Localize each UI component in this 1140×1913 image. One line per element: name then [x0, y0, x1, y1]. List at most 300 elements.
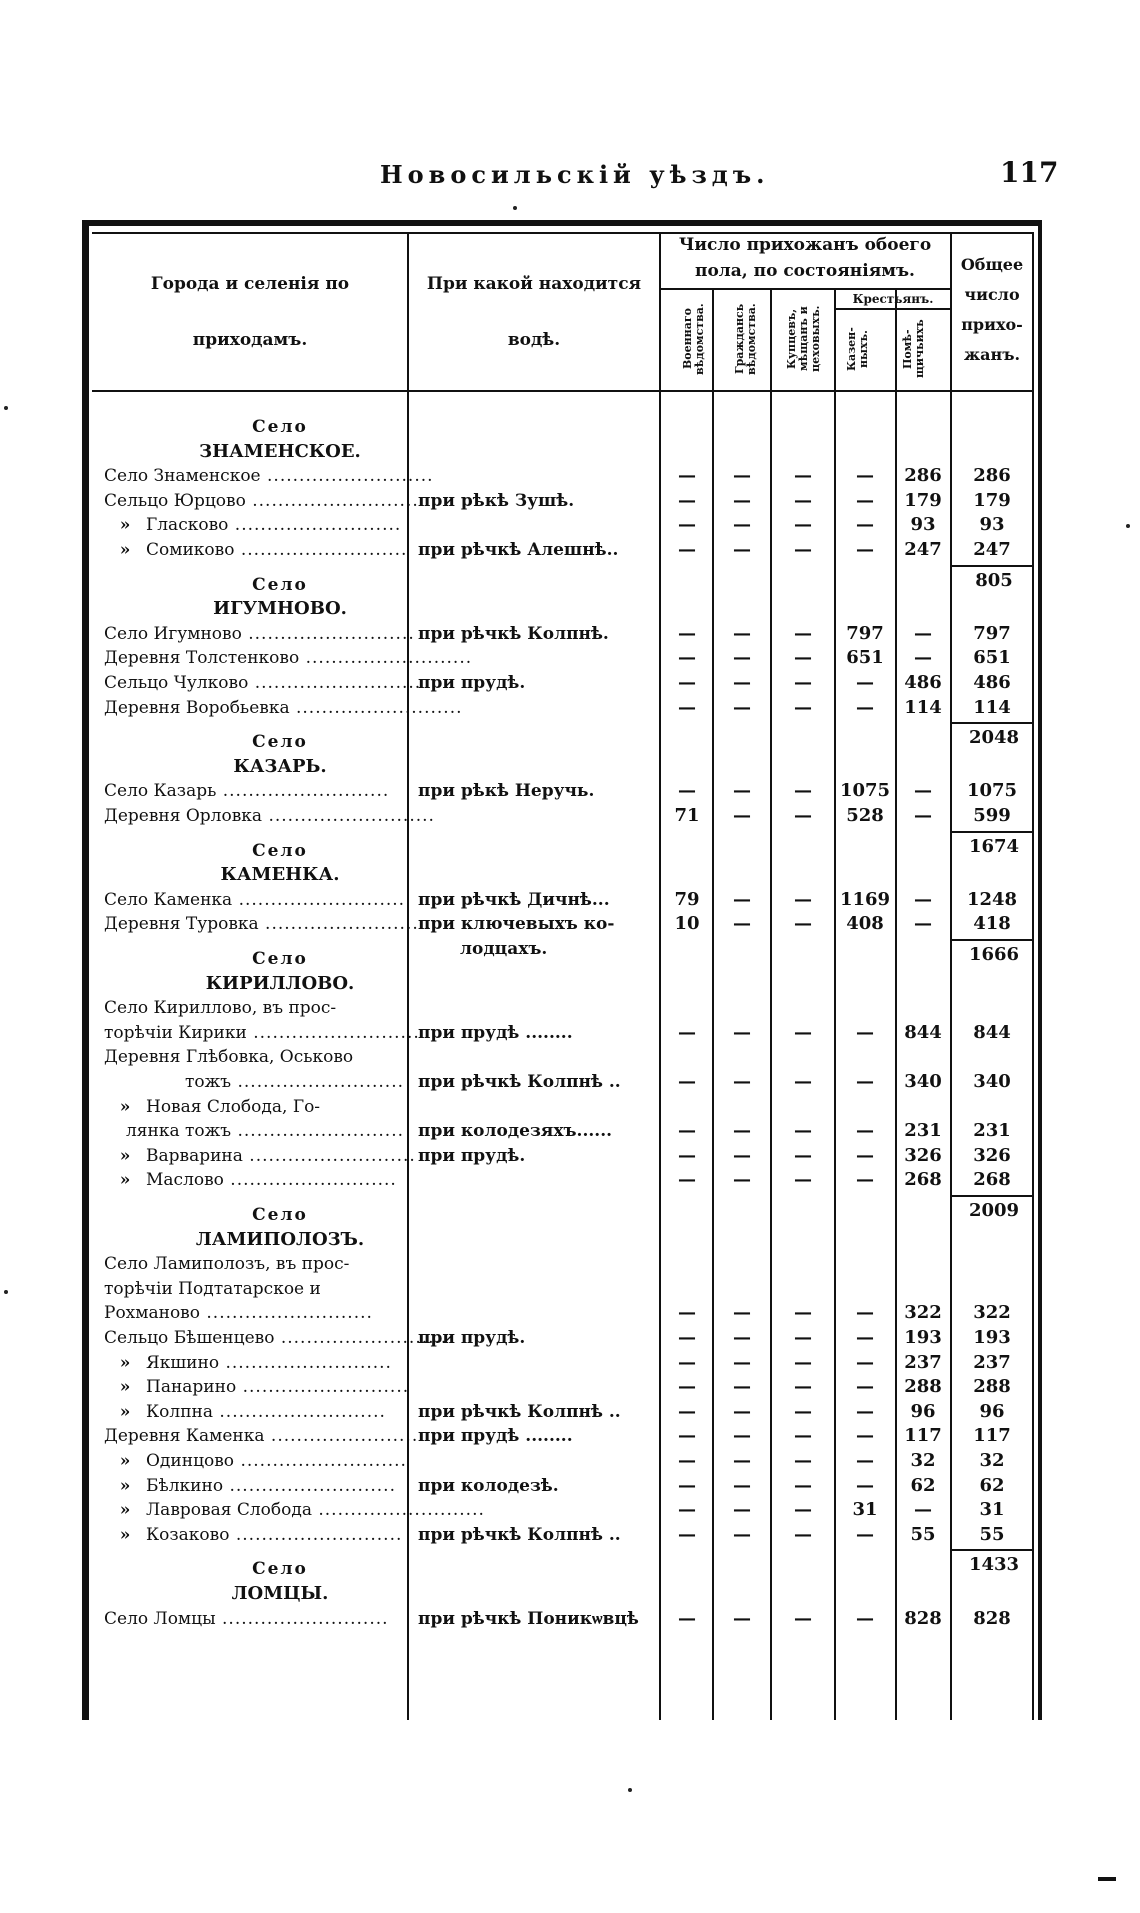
cell-civ: —	[733, 1450, 751, 1471]
cell-mil: —	[678, 1376, 696, 1398]
cell-lo: 268	[904, 1169, 942, 1191]
cell-mer: —	[794, 514, 812, 536]
water-source: при рѣчкѣ Колпнѣ.	[418, 623, 609, 644]
place-name-text: Козаково	[146, 1524, 230, 1545]
cell-st: 408	[846, 913, 884, 935]
cell-mer: —	[794, 1302, 812, 1324]
cell-st: —	[856, 1120, 874, 1142]
cell-mil: 71	[674, 805, 700, 826]
cell-tot: 286	[973, 465, 1011, 487]
cell-mer: —	[794, 696, 812, 718]
cell-civ: —	[733, 1400, 751, 1422]
cell-mil: —	[678, 1169, 696, 1191]
water-source: при рѣчкѣ Алешнѣ..	[418, 540, 619, 560]
cell-tot: 237	[973, 1351, 1011, 1373]
cell-st: —	[856, 1021, 874, 1043]
cell-mer: —	[794, 1607, 812, 1629]
cell-st: —	[856, 1351, 874, 1373]
cell-mil: —	[678, 1499, 696, 1521]
ditto-mark: »	[119, 1475, 131, 1496]
place-name	[104, 1474, 404, 1498]
cell-st: —	[856, 1169, 874, 1191]
section-label: Село	[252, 574, 308, 595]
leader-dots: ..........................	[216, 781, 390, 802]
leader-dots: ..........................	[223, 1170, 397, 1191]
cell-mil: —	[678, 489, 696, 511]
place-name	[104, 912, 432, 936]
col-divider	[1032, 232, 1034, 1720]
cell-mil: —	[678, 780, 696, 802]
cell-mil: —	[678, 1021, 696, 1043]
cell-tot: 268	[973, 1169, 1011, 1191]
leader-dots: ..........................	[234, 540, 408, 560]
water-source: при рѣчкѣ Дичнѣ...	[418, 889, 610, 910]
cell-civ: —	[733, 913, 751, 935]
place-name	[104, 489, 419, 513]
cell-mil: —	[678, 1523, 696, 1545]
cell-civ: —	[733, 1021, 751, 1043]
leader-dots: ..........................	[215, 1608, 389, 1629]
ditto-mark: »	[119, 1096, 131, 1117]
leader-dots: ..........................	[213, 1401, 386, 1422]
leader-dots: ..........................	[219, 1352, 392, 1373]
cell-civ: —	[733, 1351, 751, 1373]
cell-civ: —	[733, 1302, 751, 1324]
leader-dots: ..........................	[311, 1500, 485, 1521]
cell-st: —	[856, 1071, 874, 1092]
cell-lo: —	[914, 888, 932, 910]
cell-civ: —	[733, 1169, 751, 1191]
cell-tot: 322	[973, 1302, 1011, 1324]
place-name-text: торѣчіи Кирики	[104, 1022, 247, 1043]
place-name	[104, 1498, 485, 1522]
section-title: ЛОМЦЫ.	[231, 1583, 329, 1604]
cell-civ: —	[733, 1120, 751, 1142]
ditto-mark: »	[119, 1170, 131, 1191]
place-name-text: Деревня Орловка	[104, 806, 263, 826]
cell-tot: 486	[973, 672, 1011, 693]
cell-mer: —	[794, 1120, 812, 1142]
leader-dots: ..........................	[274, 1328, 448, 1348]
leader-dots: ..........................	[228, 515, 402, 536]
cell-mer: —	[794, 913, 812, 935]
cell-civ: —	[733, 1144, 751, 1166]
cell-tot: 231	[973, 1120, 1011, 1142]
cell-mer: —	[794, 672, 812, 693]
cell-st: —	[856, 1302, 874, 1324]
cell-lo: 193	[904, 1327, 942, 1348]
place-name	[104, 622, 415, 646]
cell-mer: —	[794, 1450, 812, 1471]
cell-tot: 1075	[966, 780, 1018, 802]
cell-mer: —	[794, 1021, 812, 1043]
cell-mil: —	[678, 672, 696, 693]
cell-civ: —	[733, 514, 751, 536]
place-name-text: тожъ	[184, 1072, 232, 1092]
cell-civ: —	[733, 696, 751, 718]
leader-dots: ..........................	[229, 1524, 403, 1545]
cell-mer: —	[794, 647, 812, 669]
cell-tot: 32	[979, 1450, 1005, 1471]
place-name	[104, 538, 408, 562]
place-name	[104, 804, 435, 828]
place-name-text: Село Знаменское	[104, 466, 261, 487]
water-source-cont: лодцахъ.	[460, 939, 548, 959]
subtotal-rule	[952, 1549, 1032, 1551]
cell-lo: —	[914, 1499, 932, 1521]
place-name	[104, 1449, 407, 1473]
water-source: при рѣчкѣ Колпнѣ ..	[418, 1401, 621, 1422]
place-name-text: Село Игумново	[104, 623, 242, 644]
cell-st: —	[856, 696, 874, 718]
place-name	[104, 996, 404, 1020]
subtotal-rule	[952, 939, 1032, 941]
section-label: Село	[252, 1205, 308, 1225]
subtotal-rule	[952, 1195, 1032, 1197]
cell-st: —	[856, 1376, 874, 1398]
place-name	[104, 779, 404, 803]
place-name-text: Село Казарь	[104, 781, 217, 802]
leader-dots: ..........................	[248, 673, 422, 693]
cell-lo: 93	[910, 514, 936, 536]
place-name-text: торѣчіи Подтатарское и	[104, 1278, 321, 1299]
cell-st: 1169	[839, 888, 891, 910]
place-name-text: Сельцо Юрцово	[104, 490, 246, 511]
leader-dots: ..........................	[260, 466, 434, 487]
cell-tot: 418	[973, 913, 1011, 935]
cell-tot: 62	[979, 1474, 1005, 1496]
cell-tot: 340	[973, 1071, 1011, 1092]
cell-mil: —	[678, 622, 696, 644]
cell-tot: 31	[979, 1499, 1005, 1521]
ditto-mark: »	[119, 515, 131, 536]
place-name-text: Деревня Туровка	[104, 914, 259, 935]
place-name	[104, 696, 463, 720]
cell-lo: —	[914, 622, 932, 644]
place-name	[104, 1045, 404, 1069]
place-name	[104, 1375, 410, 1399]
place-name	[104, 1021, 420, 1045]
header-bottom-rule	[92, 390, 1032, 392]
place-name-text: Маслово	[146, 1170, 224, 1191]
place-name	[104, 1119, 404, 1143]
place-name-text: Сельцо Бѣшенцево	[104, 1328, 275, 1348]
cell-lo: —	[914, 780, 932, 802]
water-source: при прудѣ.	[418, 673, 526, 693]
peasants-header-rule	[834, 308, 950, 310]
cell-lo: 326	[904, 1144, 942, 1166]
cell-civ: —	[733, 465, 751, 487]
cell-lo: 828	[904, 1607, 942, 1629]
cell-st: —	[856, 514, 874, 536]
place-name	[104, 1424, 438, 1448]
cell-civ: —	[733, 888, 751, 910]
cell-mil: —	[678, 696, 696, 718]
col-header-group: Число прихожанъ обоего пола, по состояніямъ.	[678, 235, 932, 281]
ditto-mark: »	[119, 1145, 131, 1166]
cell-lo: 231	[904, 1120, 942, 1142]
cell-st: —	[856, 1607, 874, 1629]
cell-lo: 486	[904, 672, 942, 693]
place-name-text: Якшино	[146, 1352, 220, 1373]
print-speck	[513, 206, 517, 210]
leader-dots: ..........................	[231, 1121, 404, 1142]
cell-lo: —	[914, 647, 932, 669]
section-title: КАЗАРЬ.	[233, 755, 327, 777]
cell-civ: —	[733, 1071, 751, 1092]
place-name-text: Бѣлкино	[146, 1475, 224, 1496]
cell-tot: 651	[973, 647, 1011, 669]
cell-mer: —	[794, 1474, 812, 1496]
cell-mil: —	[678, 465, 696, 487]
place-name-text: Новая Слобода, Го-	[146, 1096, 321, 1117]
print-speck	[4, 406, 8, 410]
place-name-text: Колпна	[146, 1401, 213, 1422]
place-name-text: Село Ламиполозъ, въ прос-	[104, 1254, 350, 1275]
place-name-text: Деревня Воробьевка	[104, 697, 290, 718]
print-mark	[1098, 1877, 1116, 1881]
place-name-text: Варварина	[146, 1145, 243, 1166]
cell-mer: —	[794, 1400, 812, 1422]
place-name-text: Село Ломцы	[104, 1608, 216, 1629]
water-source: при рѣчкѣ Колпнѣ ..	[418, 1072, 621, 1092]
cell-st: —	[856, 1425, 874, 1447]
place-name-text: Сомиково	[146, 540, 235, 560]
cell-lo: 844	[904, 1021, 942, 1043]
cell-lo: —	[914, 805, 932, 826]
place-name	[104, 1168, 404, 1192]
place-name-text: лянка тожъ	[125, 1121, 232, 1142]
print-speck	[4, 1290, 8, 1294]
cell-tot: 828	[973, 1607, 1011, 1629]
cell-mer: —	[794, 1071, 812, 1092]
ditto-mark: »	[119, 1524, 131, 1545]
cell-mer: —	[794, 489, 812, 511]
leader-dots: ..........................	[241, 623, 415, 644]
place-name-text: Рохманово	[104, 1303, 200, 1324]
cell-mer: —	[794, 1169, 812, 1191]
cell-civ: —	[733, 1425, 751, 1447]
place-name	[104, 646, 473, 670]
leader-dots: ..........................	[258, 914, 432, 935]
cell-mil: —	[678, 1327, 696, 1348]
cell-civ: —	[733, 1607, 751, 1629]
col-header-civil: Граждансь вѣдомства.	[733, 303, 758, 375]
cell-mer: —	[794, 780, 812, 802]
col-header-place: Города и селенія по приходамъ.	[150, 274, 350, 350]
cell-tot: 93	[979, 514, 1005, 536]
cell-st: —	[856, 1523, 874, 1545]
cell-st: 31	[852, 1499, 878, 1521]
place-name-text: Деревня Каменка	[104, 1426, 265, 1447]
cell-st: 528	[846, 805, 884, 826]
cell-mer: —	[794, 1425, 812, 1447]
place-name	[104, 1144, 416, 1168]
cell-tot: 1248	[966, 888, 1018, 910]
cell-civ: —	[733, 1376, 751, 1398]
cell-civ: —	[733, 647, 751, 669]
ditto-mark: »	[119, 1500, 131, 1521]
place-name	[104, 1301, 404, 1325]
cell-tot: 326	[973, 1144, 1011, 1166]
water-source: при колодезяхъ......	[418, 1121, 613, 1142]
section-label: Село	[252, 949, 308, 969]
cell-tot: 114	[973, 696, 1011, 718]
cell-civ: —	[733, 1523, 751, 1545]
place-name	[104, 1095, 404, 1119]
cell-mil: —	[678, 1120, 696, 1142]
place-name	[104, 1523, 404, 1547]
cell-tot: 55	[979, 1523, 1005, 1545]
section-label: Село	[252, 1559, 308, 1580]
cell-st: —	[856, 489, 874, 511]
leader-dots: ..........................	[245, 490, 419, 511]
cell-mil: —	[678, 647, 696, 669]
col-header-water: При какой находится водѣ.	[426, 274, 642, 350]
cell-st: 1075	[839, 780, 891, 802]
cell-mil: 79	[674, 888, 700, 910]
cell-tot: 599	[973, 805, 1011, 826]
cell-mil: 10	[674, 913, 700, 935]
place-name-text: Сельцо Чулково	[104, 673, 249, 693]
subtotal-rule	[952, 722, 1032, 724]
cell-tot: 797	[973, 622, 1011, 644]
cell-civ: —	[733, 489, 751, 511]
cell-lo: 96	[910, 1400, 936, 1422]
leader-dots: ..........................	[246, 1022, 420, 1043]
ditto-mark: »	[119, 1451, 131, 1471]
cell-mil: —	[678, 1302, 696, 1324]
cell-st: —	[856, 1474, 874, 1496]
cell-mil: —	[678, 1425, 696, 1447]
place-name	[104, 1326, 448, 1350]
col-header-state: Казен-ныхъ.	[845, 327, 870, 371]
cell-mil: —	[678, 1351, 696, 1373]
leader-dots: ..........................	[200, 1303, 373, 1324]
place-name	[104, 1277, 404, 1301]
leader-dots: ..........................	[223, 1475, 396, 1496]
cell-tot: 96	[979, 1400, 1005, 1422]
cell-mil: —	[678, 1474, 696, 1496]
section-title: ИГУМНОВО.	[213, 598, 347, 620]
water-source: при прудѣ.	[418, 1145, 526, 1166]
water-source: при колодезѣ.	[418, 1475, 559, 1496]
cell-civ: —	[733, 622, 751, 644]
subtotal-rule	[952, 831, 1032, 833]
place-name-text: Одинцово	[146, 1451, 235, 1471]
water-source: при прудѣ ........	[418, 1426, 573, 1447]
place-name	[104, 464, 434, 488]
section-label: Село	[252, 732, 308, 753]
leader-dots: ..........................	[242, 1145, 416, 1166]
cell-tot: 179	[973, 489, 1011, 511]
page-header-title: Новосильскій уѣздъ.	[380, 160, 770, 189]
cell-tot: 247	[973, 539, 1011, 560]
cell-mer: —	[794, 1376, 812, 1398]
leader-dots: ..........................	[299, 648, 473, 669]
cell-mil: —	[678, 1607, 696, 1629]
cell-st: —	[856, 465, 874, 487]
place-name-text: Деревня Толстенково	[104, 648, 300, 669]
cell-mer: —	[794, 1499, 812, 1521]
water-source: при прудѣ ........	[418, 1022, 573, 1043]
cell-tot: 844	[973, 1021, 1011, 1043]
cell-mer: —	[794, 622, 812, 644]
cell-lo: 237	[904, 1351, 942, 1373]
section-subtotal: 805	[975, 569, 1013, 591]
water-source: при прудѣ.	[418, 1328, 526, 1348]
section-subtotal: 1433	[968, 1554, 1020, 1576]
cell-civ: —	[733, 539, 751, 560]
cell-civ: —	[733, 780, 751, 802]
section-subtotal: 1666	[968, 944, 1020, 965]
cell-mer: —	[794, 539, 812, 560]
ditto-mark: »	[119, 1401, 131, 1422]
water-source: при рѣкѣ Неручь.	[418, 781, 595, 802]
place-name	[104, 1252, 404, 1276]
cell-mer: —	[794, 465, 812, 487]
cell-mer: —	[794, 1144, 812, 1166]
cell-st: —	[856, 1450, 874, 1471]
cell-civ: —	[733, 1474, 751, 1496]
cell-lo: 247	[904, 539, 942, 560]
cell-lo: —	[914, 913, 932, 935]
col-divider	[659, 232, 661, 1720]
place-name	[104, 1400, 404, 1424]
col-header-military: Военнаго вѣдомства.	[681, 303, 706, 375]
section-title: ЗНАМЕНСКОЕ.	[199, 440, 361, 462]
place-name-text: Деревня Глѣбовка, Оськово	[104, 1047, 354, 1068]
cell-civ: —	[733, 805, 751, 826]
place-name	[104, 888, 404, 912]
col-header-landlord: Помѣ-щичьихъ	[901, 319, 926, 379]
water-source: при рѣкѣ Зушѣ.	[418, 490, 575, 511]
cell-mer: —	[794, 1523, 812, 1545]
cell-mil: —	[678, 514, 696, 536]
leader-dots: ..........................	[264, 1426, 438, 1447]
cell-mil: —	[678, 539, 696, 560]
cell-tot: 288	[973, 1376, 1011, 1398]
section-subtotal: 2048	[968, 727, 1020, 749]
cell-mer: —	[794, 888, 812, 910]
cell-lo: 62	[910, 1474, 936, 1496]
place-name-text: Лавровая Слобода	[146, 1500, 312, 1521]
ditto-mark: »	[119, 540, 131, 560]
cell-st: 651	[846, 647, 884, 669]
cell-lo: 179	[904, 489, 942, 511]
section-title: КИРИЛЛОВО.	[205, 972, 355, 994]
cell-mer: —	[794, 1351, 812, 1373]
place-name	[104, 1607, 404, 1631]
leader-dots: ..........................	[262, 806, 435, 826]
print-speck	[1126, 524, 1130, 528]
place-name	[104, 671, 422, 695]
cell-tot: 117	[973, 1425, 1011, 1447]
section-label: Село	[252, 840, 308, 861]
place-name-text: Панарино	[146, 1377, 237, 1398]
col-header-total: Общее число прихо- жанъ.	[960, 255, 1024, 364]
ditto-mark: »	[119, 1352, 131, 1373]
cell-st: —	[856, 1144, 874, 1166]
cell-mer: —	[794, 1327, 812, 1348]
cell-mil: —	[678, 1400, 696, 1422]
section-label: Село	[252, 417, 308, 437]
cell-mer: —	[794, 805, 812, 826]
place-name	[104, 513, 404, 537]
cell-lo: 117	[904, 1425, 942, 1447]
leader-dots: ..........................	[289, 697, 463, 718]
cell-mil: —	[678, 1450, 696, 1471]
